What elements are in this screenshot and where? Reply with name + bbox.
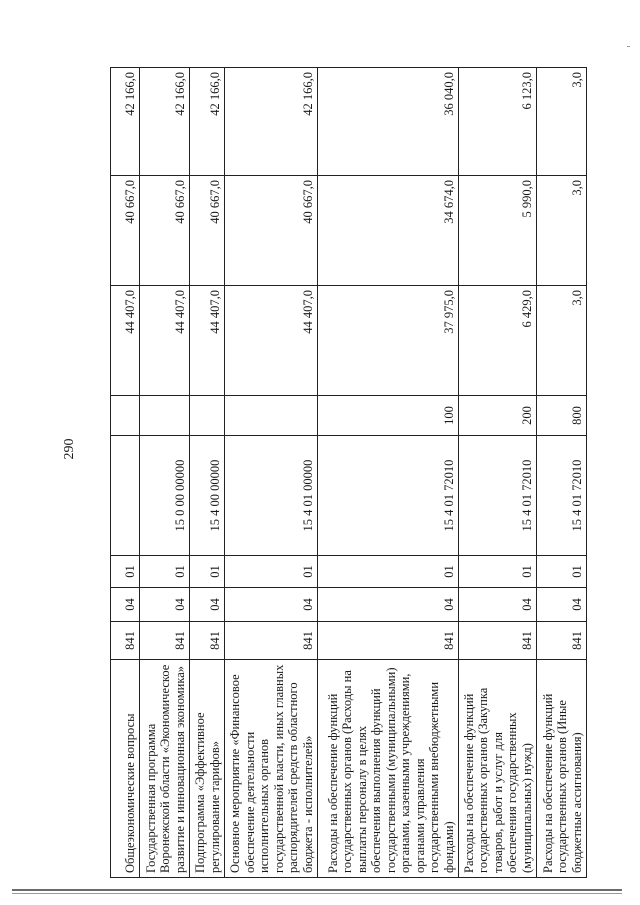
target-code: 15 4 01 72010 <box>318 436 459 556</box>
amount-year3: 42 166,0 <box>140 68 190 176</box>
ministry-code: 841 <box>111 622 140 660</box>
ministry-code: 841 <box>225 622 318 660</box>
amount-year2: 40 667,0 <box>140 176 190 286</box>
section-code: 04 <box>459 588 537 622</box>
amount-year2: 40 667,0 <box>190 176 225 286</box>
section-code: 04 <box>111 588 140 622</box>
amount-year1: 37 975,0 <box>318 286 459 396</box>
amount-year2: 34 674,0 <box>318 176 459 286</box>
amount-year3: 36 040,0 <box>318 68 459 176</box>
amount-year1: 44 407,0 <box>225 286 318 396</box>
row-name: Государственная программа Воронежской области «Экономическое развитие и инновационная экономика» <box>140 660 190 878</box>
amount-year1: 44 407,0 <box>140 286 190 396</box>
subsection-code: 01 <box>111 556 140 588</box>
target-code: 15 0 00 00000 <box>140 436 190 556</box>
amount-year2: 40 667,0 <box>111 176 140 286</box>
section-code: 04 <box>537 588 587 622</box>
row-name: Расходы на обеспечение функций государственных органов (Иные бюджетные ассигнования) <box>537 660 587 878</box>
table-row <box>537 68 587 878</box>
expense-type-code <box>190 396 225 436</box>
row-name: Расходы на обеспечение функций государственных органов (Расходы на выплаты персоналу в целях обеспечения выполнения функций государственными (муниципальными) органами, казенными учреждениями, органами управления государственными внебюджетными фондами) <box>318 660 459 878</box>
section-code: 04 <box>318 588 459 622</box>
ministry-code: 841 <box>140 622 190 660</box>
target-code <box>111 436 140 556</box>
row-name: Расходы на обеспечение функций государственных органов (Закупка товаров, работ и услуг для обеспечения государственных (муниципальных) нужд) <box>459 660 537 878</box>
expense-type-code <box>140 396 190 436</box>
budget-table <box>110 67 587 878</box>
amount-year2: 5 990,0 <box>459 176 537 286</box>
amount-year2: 3,0 <box>537 176 587 286</box>
table-row <box>318 68 459 878</box>
scan-edge-line <box>12 889 622 891</box>
subsection-code: 01 <box>225 556 318 588</box>
amount-year1: 6 429,0 <box>459 286 537 396</box>
section-code: 04 <box>140 588 190 622</box>
expense-type-code: 200 <box>459 396 537 436</box>
ministry-code: 841 <box>318 622 459 660</box>
amount-year1: 44 407,0 <box>190 286 225 396</box>
row-name: Подпрограмма «Эффективное регулирование тарифов» <box>190 660 225 878</box>
table-row <box>111 68 140 878</box>
table-row <box>459 68 537 878</box>
amount-year3: 42 166,0 <box>225 68 318 176</box>
target-code: 15 4 01 72010 <box>537 436 587 556</box>
subsection-code: 01 <box>140 556 190 588</box>
rotated-table-container <box>110 68 590 878</box>
amount-year2: 40 667,0 <box>225 176 318 286</box>
expense-type-code <box>225 396 318 436</box>
ministry-code: 841 <box>459 622 537 660</box>
ministry-code: 841 <box>537 622 587 660</box>
table-row <box>190 68 225 878</box>
subsection-code: 01 <box>190 556 225 588</box>
amount-year1: 3,0 <box>537 286 587 396</box>
row-name: Основное мероприятие «Финансовое обеспечение деятельности исполнительных органов государственной власти, иных главных распорядителей средств областного бюджета - исполнителей» <box>225 660 318 878</box>
section-code: 04 <box>190 588 225 622</box>
ministry-code: 841 <box>190 622 225 660</box>
amount-year3: 6 123,0 <box>459 68 537 176</box>
expense-type-code: 800 <box>537 396 587 436</box>
table-row <box>225 68 318 878</box>
row-name: Общеэкономические вопросы <box>111 660 140 878</box>
subsection-code: 01 <box>537 556 587 588</box>
page-number: 290 <box>62 438 77 460</box>
expense-type-code: 100 <box>318 396 459 436</box>
amount-year3: 42 166,0 <box>190 68 225 176</box>
amount-year3: 42 166,0 <box>111 68 140 176</box>
section-code: 04 <box>225 588 318 622</box>
scan-edge-line-thin <box>12 893 622 894</box>
amount-year3: 3,0 <box>537 68 587 176</box>
amount-year1: 44 407,0 <box>111 286 140 396</box>
subsection-code: 01 <box>318 556 459 588</box>
target-code: 15 4 00 00000 <box>190 436 225 556</box>
subsection-code: 01 <box>459 556 537 588</box>
scan-speck <box>627 46 630 47</box>
table-row <box>140 68 190 878</box>
target-code: 15 4 01 00000 <box>225 436 318 556</box>
target-code: 15 4 01 72010 <box>459 436 537 556</box>
expense-type-code <box>111 396 140 436</box>
